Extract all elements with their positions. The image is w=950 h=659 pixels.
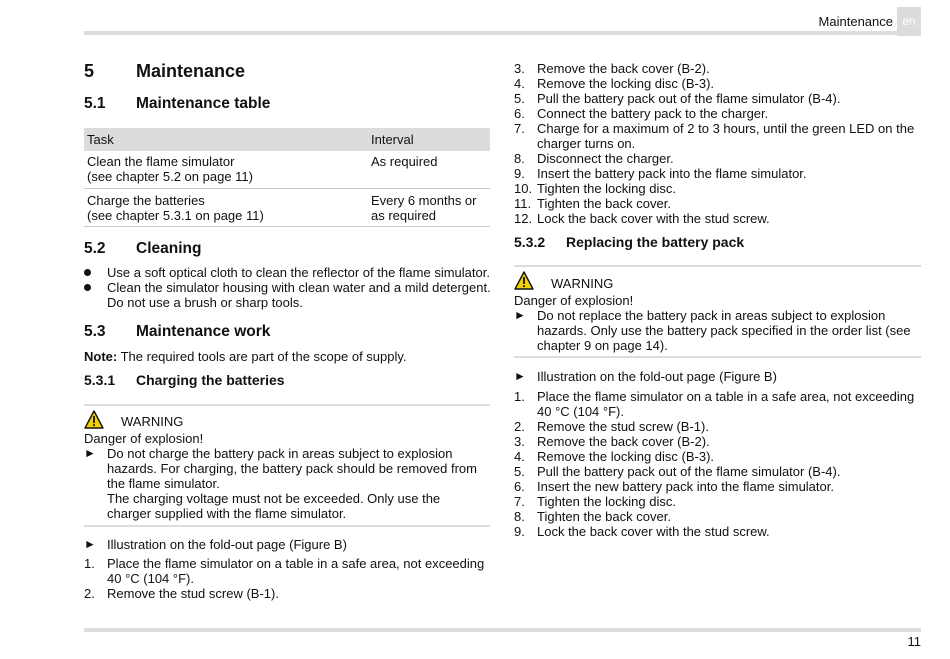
- section-number: 5: [84, 61, 95, 81]
- warning-icon: [514, 271, 534, 290]
- section-number: 5.3: [84, 323, 106, 340]
- warning-top-rule: [84, 404, 490, 406]
- arrow-icon: ►: [514, 369, 526, 383]
- section-title: Cleaning: [136, 240, 202, 257]
- note-text: The required tools are part of the scope of supply.: [120, 349, 407, 364]
- section-5-3-2-heading: [514, 234, 914, 252]
- warning-top-rule: [514, 265, 921, 267]
- table-cell: Clean the flame simulator: [87, 154, 235, 169]
- section-5-3-1-heading: [84, 372, 484, 390]
- section-title: Maintenance work: [136, 323, 271, 340]
- section-title: Replacing the battery pack: [566, 234, 745, 250]
- table-cell: (see chapter 5.3.1 on page 11): [87, 208, 264, 223]
- warning-bottom-rule: [84, 525, 490, 527]
- section-title: Maintenance table: [136, 95, 271, 112]
- warning-subtitle: Danger of explosion!: [84, 431, 204, 446]
- section-5-2-heading: [84, 240, 484, 260]
- warning-bottom-rule: [514, 356, 921, 358]
- arrow-icon: ►: [84, 537, 96, 551]
- header-divider: [84, 31, 921, 35]
- table-cell: as required: [371, 208, 437, 223]
- warning-instruction: ► Do not charge the battery pack in areas subject to explosion hazards. For charging, the battery pack should be removed from the flame simulator. The charging voltage must not be exceeded. Only use the charger supplied with the flame simulator.: [84, 446, 477, 521]
- section-title: Charging the batteries: [136, 372, 285, 388]
- language-badge: en: [897, 7, 921, 36]
- maintenance-table: [84, 128, 490, 227]
- page-number: 11: [907, 634, 921, 649]
- illustration-reference: ► Illustration on the fold-out page (Figure B): [84, 537, 347, 552]
- bullet: [84, 284, 91, 291]
- table-cell: Every 6 months or: [371, 193, 477, 208]
- note: [84, 349, 494, 364]
- arrow-icon: ►: [514, 308, 526, 322]
- column-header-task: Task: [87, 132, 114, 147]
- table-row: [84, 151, 490, 189]
- table-cell: Charge the batteries: [87, 193, 205, 208]
- table-row: [84, 189, 490, 227]
- section-number: 5.3.2: [514, 234, 546, 250]
- warning-title: WARNING: [121, 414, 184, 429]
- warning-icon: [84, 410, 104, 429]
- bullet: [84, 269, 91, 276]
- section-number: 5.3.1: [84, 372, 116, 388]
- table-cell: (see chapter 5.2 on page 11): [87, 169, 253, 184]
- column-header-interval: Interval: [371, 132, 414, 147]
- warning-instruction: ► Do not replace the battery pack in areas subject to explosion hazards. Only use the battery pack specified in the order list (see chapter 9 on page 14).: [514, 308, 911, 353]
- charging-steps-continued: 3. Remove the back cover (B-2). 4. Remove the locking disc (B-3). 5. Pull the battery pack out of the flame simulator (B-4). 6. Connect the battery pack to the charger. 7. Charge for a maximum of 2 to 3 hours, until the green LED on the charger turns on. 8. Disconnect the charger. 9. Insert the battery pack into the flame simulator. 10. Tighten the locking disc. 11. Tighten the back cover. 12. Lock the back cover with the stud screw.: [514, 61, 915, 226]
- cleaning-list: Use a soft optical cloth to clean the reflector of the flame simulator. Clean the simulator housing with clean water and a mild detergent. Do not use a brush or sharp tools.: [84, 265, 494, 315]
- illustration-reference: ► Illustration on the fold-out page (Figure B): [514, 369, 777, 384]
- footer-divider: [84, 628, 921, 632]
- arrow-icon: ►: [84, 446, 96, 460]
- warning-title: WARNING: [551, 276, 614, 291]
- section-5-3-heading: [84, 323, 484, 343]
- table-header: [84, 128, 490, 151]
- section-5-1-heading: [84, 95, 484, 115]
- warning-subtitle: Danger of explosion!: [514, 293, 634, 308]
- section-number: 5.1: [84, 95, 106, 112]
- section-number: 5.2: [84, 240, 106, 257]
- table-cell: As required: [371, 154, 438, 169]
- section-5-heading: [84, 61, 484, 83]
- header-title: Maintenance: [818, 14, 893, 29]
- section-title: Maintenance: [136, 61, 246, 81]
- replacing-steps-list: 1. Place the flame simulator on a table in a safe area, not exceeding 40 °C (104 °F). 2. Remove the stud screw (B-1). 3. Remove the back cover (B-2). 4. Remove the locking disc (B-3). 5. Pull the battery pack out of the flame simulator (B-4). 6. Insert the new battery pack into the flame simulator. 7. Tighten the locking disc. 8. Tighten the back cover. 9. Lock the back cover with the stud screw.: [514, 389, 915, 539]
- charging-steps-list: 1. Place the flame simulator on a table in a safe area, not exceeding 40 °C (104 °F). 2. Remove the stud screw (B-1).: [84, 556, 485, 601]
- note-label: Note:: [84, 349, 118, 364]
